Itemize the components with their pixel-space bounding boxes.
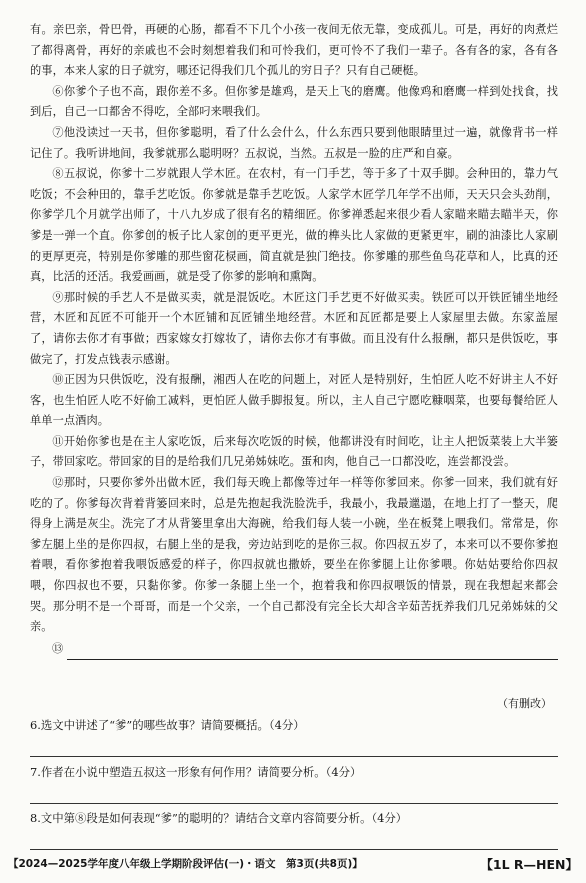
question-8	[30, 810, 558, 850]
reading-passage	[30, 20, 558, 660]
answer-line[interactable]	[30, 848, 558, 850]
answer-line[interactable]	[30, 802, 558, 804]
passage-paragraph: ⑧五叔说，你爹十二岁就跟人学木匠。在农村，有一门手艺，等于多了十双手脚。会种田的，靠力气吃饭；不会种田的，靠手艺吃饭。你爹就是靠手艺吃饭。人家学木匠学几年学不出师，天天只会头劲削，你爹学几个月就学出师了，十八九岁成了很有名的精细匠。你爹禅悉起来很少看人家瞄来瞄去瞄半天，你爹是一弹一个直。你爹创的板子比人家创的更平更光，做的榫头比人家做的更紧更牢，刷的油漆比人家刷的更厚更亮，特别是你爹雕的那些窗花棂画，简直就是独门绝技。你爹雕的那些鱼鸟花草和人，比真的还真，比活的还活。我爱画画，就是受了你爹的影响和熏陶。	[30, 167, 558, 284]
question-7	[30, 764, 558, 804]
paragraph-13-number: ⑬	[52, 642, 64, 656]
passage-paragraph: 有。亲巴亲，骨巴骨，再硬的心肠，都看不下几个小孩一夜间无依无靠，变成孤儿。可是，再好的肉煮烂了都得离骨，再好的亲戚也不会时刻想着我们和可怜我们，更可怜不了我们一辈子。各有各的家，各有各的事，本来人家的日子就穷，哪还记得我们几个孤儿的穷日子？只有自己硬梃。	[30, 23, 558, 78]
passage-paragraph: ⑫那时，只要你爹外出做木匠，我们每天晚上都像等过年一样等你爹回来。你爹一回来，我们就有好吃的了。你爹每次背着背篓回来时，总是先抱起我洗脸洗手，我最小，我最邋遢，在地上打了一整天，爬得身上满是灰尘。洗完了才从背篓里拿出大海碗，给我们每人装一小碗，坐在板凳上喂我们。常常是，你爹左腿上坐的是你四叔，右腿上坐的是我，旁边站到吃的是你三叔。你四叔五岁了，本来可以不要你爹抱着喂，看你爹抱着我喂饭感爱的样子，你四叔就也撒娇，要坐在你爹腿上让你爹喂。你姑姑要给你四叔喂，你四叔也不要，只黏你爹。你爹一条腿上坐一个，抱着我和你四叔喂饭的情景，现在我想起来都会哭。那分明不是一个哥哥，而是一个父亲，一个自己都没有完全长大却含辛茹苦抚养我们几兄弟姊妹的父亲。	[30, 476, 558, 634]
fill-in-line[interactable]	[67, 645, 558, 660]
passage-paragraph: ⑩正因为只供饭吃，没有报酬，湘西人在吃的问题上，对匠人是特别好，生怕匠人吃不好讲主人不好客，也生怕匠人吃不好偷工减料，更怕匠人做手脚报复。所以，主人自己宁愿吃糠咽菜，也要每餐给匠人单单一点酒肉。	[30, 373, 558, 428]
question-8-text: 8.文中第⑧段是如何表现“爹”的聪明的？请结合文章内容简要分析。（4分）	[30, 811, 408, 825]
passage-paragraph: ⑨那时候的手艺人不是做买卖，就是混饭吃。木匠这门手艺更不好做买卖。铁匠可以开铁匠铺坐地经营，木匠和瓦匠不可能开一个木匠铺和瓦匠铺坐地经营。木匠和瓦匠都是要上人家屋里去做。东家盖屋了，请你去你才有事做；西家嫁女打嫁妆了，请你去你才有事做。而且没有什么报酬，都只是供饭吃，事做完了，打发点钱表示感谢。	[30, 290, 558, 366]
answer-line[interactable]	[30, 755, 558, 757]
footer-code: 【1L R—HEN】	[480, 857, 578, 872]
passage-paragraph: ⑦他没读过一天书，但你爹聪明，看了什么会什么，什么东西只要到他眼睛里过一遍，就像背书一样记住了。我听讲地间，我爹就那么聪明呀？五叔说，当然。五叔是一脸的庄严和自豪。	[30, 125, 558, 160]
passage-paragraph: ⑪开始你爹也是在主人家吃饭，后来每次吃饭的时候，他都讲没有时间吃，让主人把饭菜装上大半篓子，带回家吃。带回家的目的是给我们几兄弟姊妹吃。蛋和肉，他自己一口都没吃，连尝都没尝。	[30, 434, 558, 469]
question-6-text: 6.选文中讲述了“爹”的哪些故事？请简要概括。（4分）	[30, 718, 305, 732]
question-6	[30, 717, 558, 757]
footer-exam-info: 【2024—2025学年度八年级上学期阶段评估(一)・语文 第3页(共8页)】	[8, 858, 363, 870]
question-7-text: 7.作者在小说中塑造五叔这一形象有何作用？请简要分析。（4分）	[30, 765, 362, 779]
paragraph-13-blank	[30, 640, 558, 660]
passage-paragraph: ⑥你爹个子也不高，跟你差不多。但你爹是雄鸡，是天上飞的磨鹰。他像鸡和磨鹰一样到处找食，找到后，自己一口都舍不得吃，全部叼来喂我们。	[30, 84, 558, 119]
source-note: （有删改）	[497, 697, 552, 710]
page-footer	[8, 856, 578, 874]
